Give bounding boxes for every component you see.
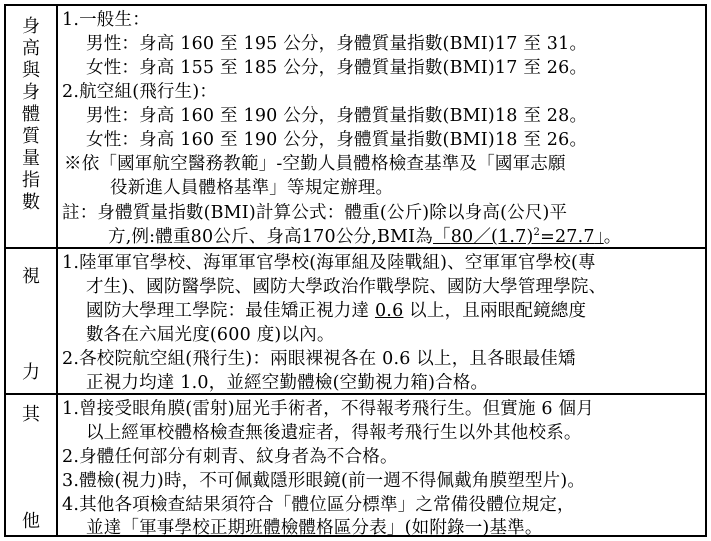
bmi-formula-tail: 。: [603, 227, 622, 247]
other-label-bottom: [6, 511, 56, 533]
other-item4-line1: 4.其他各項檢查結果須符合「體位區分標準」之常備役體位規定，: [62, 495, 575, 515]
bmi-formula-note-line2: [108, 226, 621, 248]
label-char: 指: [22, 170, 40, 191]
vision-item1-line1: 1.陸軍軍官學校、海軍軍官學校(海軍組及陸戰組)、空軍軍官學校(專: [62, 253, 596, 273]
vision-required-value: 0.6: [374, 301, 404, 321]
other-label-top: [6, 404, 56, 426]
label-column-divider: [56, 6, 58, 535]
aviation-male-requirement: 男性：身高 160 至 190 公分，身體質量指數(BMI)18 至 28。: [86, 106, 588, 126]
label-char: 高: [22, 38, 40, 59]
vision-item1-line2: 才生)、國防醫學院、國防大學政治作戰學院、國防大學管理學院、: [86, 277, 607, 297]
bmi-formula-underlined: 「$80/(1.7)^2=27.7$」: [432, 227, 604, 247]
other-item3: 3.體檢(視力)時，不可佩戴隱形眼鏡(前一週不得佩戴角膜塑型片)。: [62, 471, 586, 491]
label-char: 身: [22, 82, 40, 103]
general-female-requirement: 女性：身高 155 至 185 公分，身體質量指數(BMI)17 至 26。: [86, 58, 588, 78]
label-char: 視: [22, 266, 40, 287]
height-bmi-label: [6, 16, 56, 214]
vision-item1-line3-text: 國防大學理工學院：最佳矯正視力達: [86, 301, 370, 321]
label-char: 身: [22, 16, 40, 37]
label-char: 其: [22, 404, 40, 425]
vision-label-bottom: [6, 362, 56, 384]
other-item2: 2.身體任何部分有刺青、紋身者為不合格。: [62, 447, 398, 467]
aviation-female-requirement: 女性：身高 160 至 190 公分，身體質量指數(BMI)18 至 26。: [86, 130, 588, 150]
regulation-note-line2: 役新進人員體格基準」等規定辦理。: [110, 178, 394, 198]
other-item4-line2: 並達「軍事學校正期班體檢體格區分表」(如附錄一)基準。: [86, 518, 543, 538]
bmi-formula: 80／(1.7): [450, 227, 534, 247]
vision-item1-line3: [86, 300, 586, 322]
regulation-note-line1: ※依「國軍航空醫務教範」-空勤人員體格檢查基準及「國軍志願: [64, 154, 566, 174]
vision-item2-line1: 2.各校院航空組(飛行生)：兩眼裸視各在 0.6 以上，且各眼最佳矯: [62, 349, 576, 369]
label-char: 力: [22, 362, 40, 383]
vision-label-top: [6, 266, 56, 288]
requirements-table: [4, 4, 707, 537]
label-char: 體: [22, 104, 40, 125]
aviation-students-heading: 2.航空組(飛行生)：: [62, 82, 218, 102]
bmi-formula-exponent: 2: [533, 227, 541, 239]
general-male-requirement: 男性：身高 160 至 195 公分，身體質量指數(BMI)17 至 31。: [86, 34, 588, 54]
other-item1-line2: 以上經軍校體格檢查無後遺症者，得報考飛行生以外其他校系。: [86, 423, 582, 443]
bmi-formula-result: =27.7: [540, 227, 595, 247]
general-students-heading: 1.一般生：: [62, 10, 150, 30]
bmi-formula-note-line1: 註：身體質量指數(BMI)計算公式：體重(公斤)除以身高(公尺)平: [62, 203, 568, 223]
label-char: 質: [22, 126, 40, 147]
label-char: 他: [22, 511, 40, 532]
vision-item1-line3-tail: 以上，且兩眼配鏡總度: [409, 301, 587, 321]
bmi-example-text: 方,例:體重80公斤、身高170公分,BMI為: [108, 227, 433, 247]
label-char: 量: [22, 148, 40, 169]
label-char: 數: [22, 192, 40, 213]
label-char: 與: [22, 60, 40, 81]
vision-item1-line4: 數各在六屆光度(600 度)以內。: [86, 325, 335, 345]
vision-item2-line2: 正視力均達 1.0，並經空勤體檢(空勤視力箱)合格。: [86, 373, 489, 393]
other-item1-line1: 1.曾接受眼角膜(雷射)屈光手術者，不得報考飛行生。但實施 6 個月: [62, 399, 594, 419]
